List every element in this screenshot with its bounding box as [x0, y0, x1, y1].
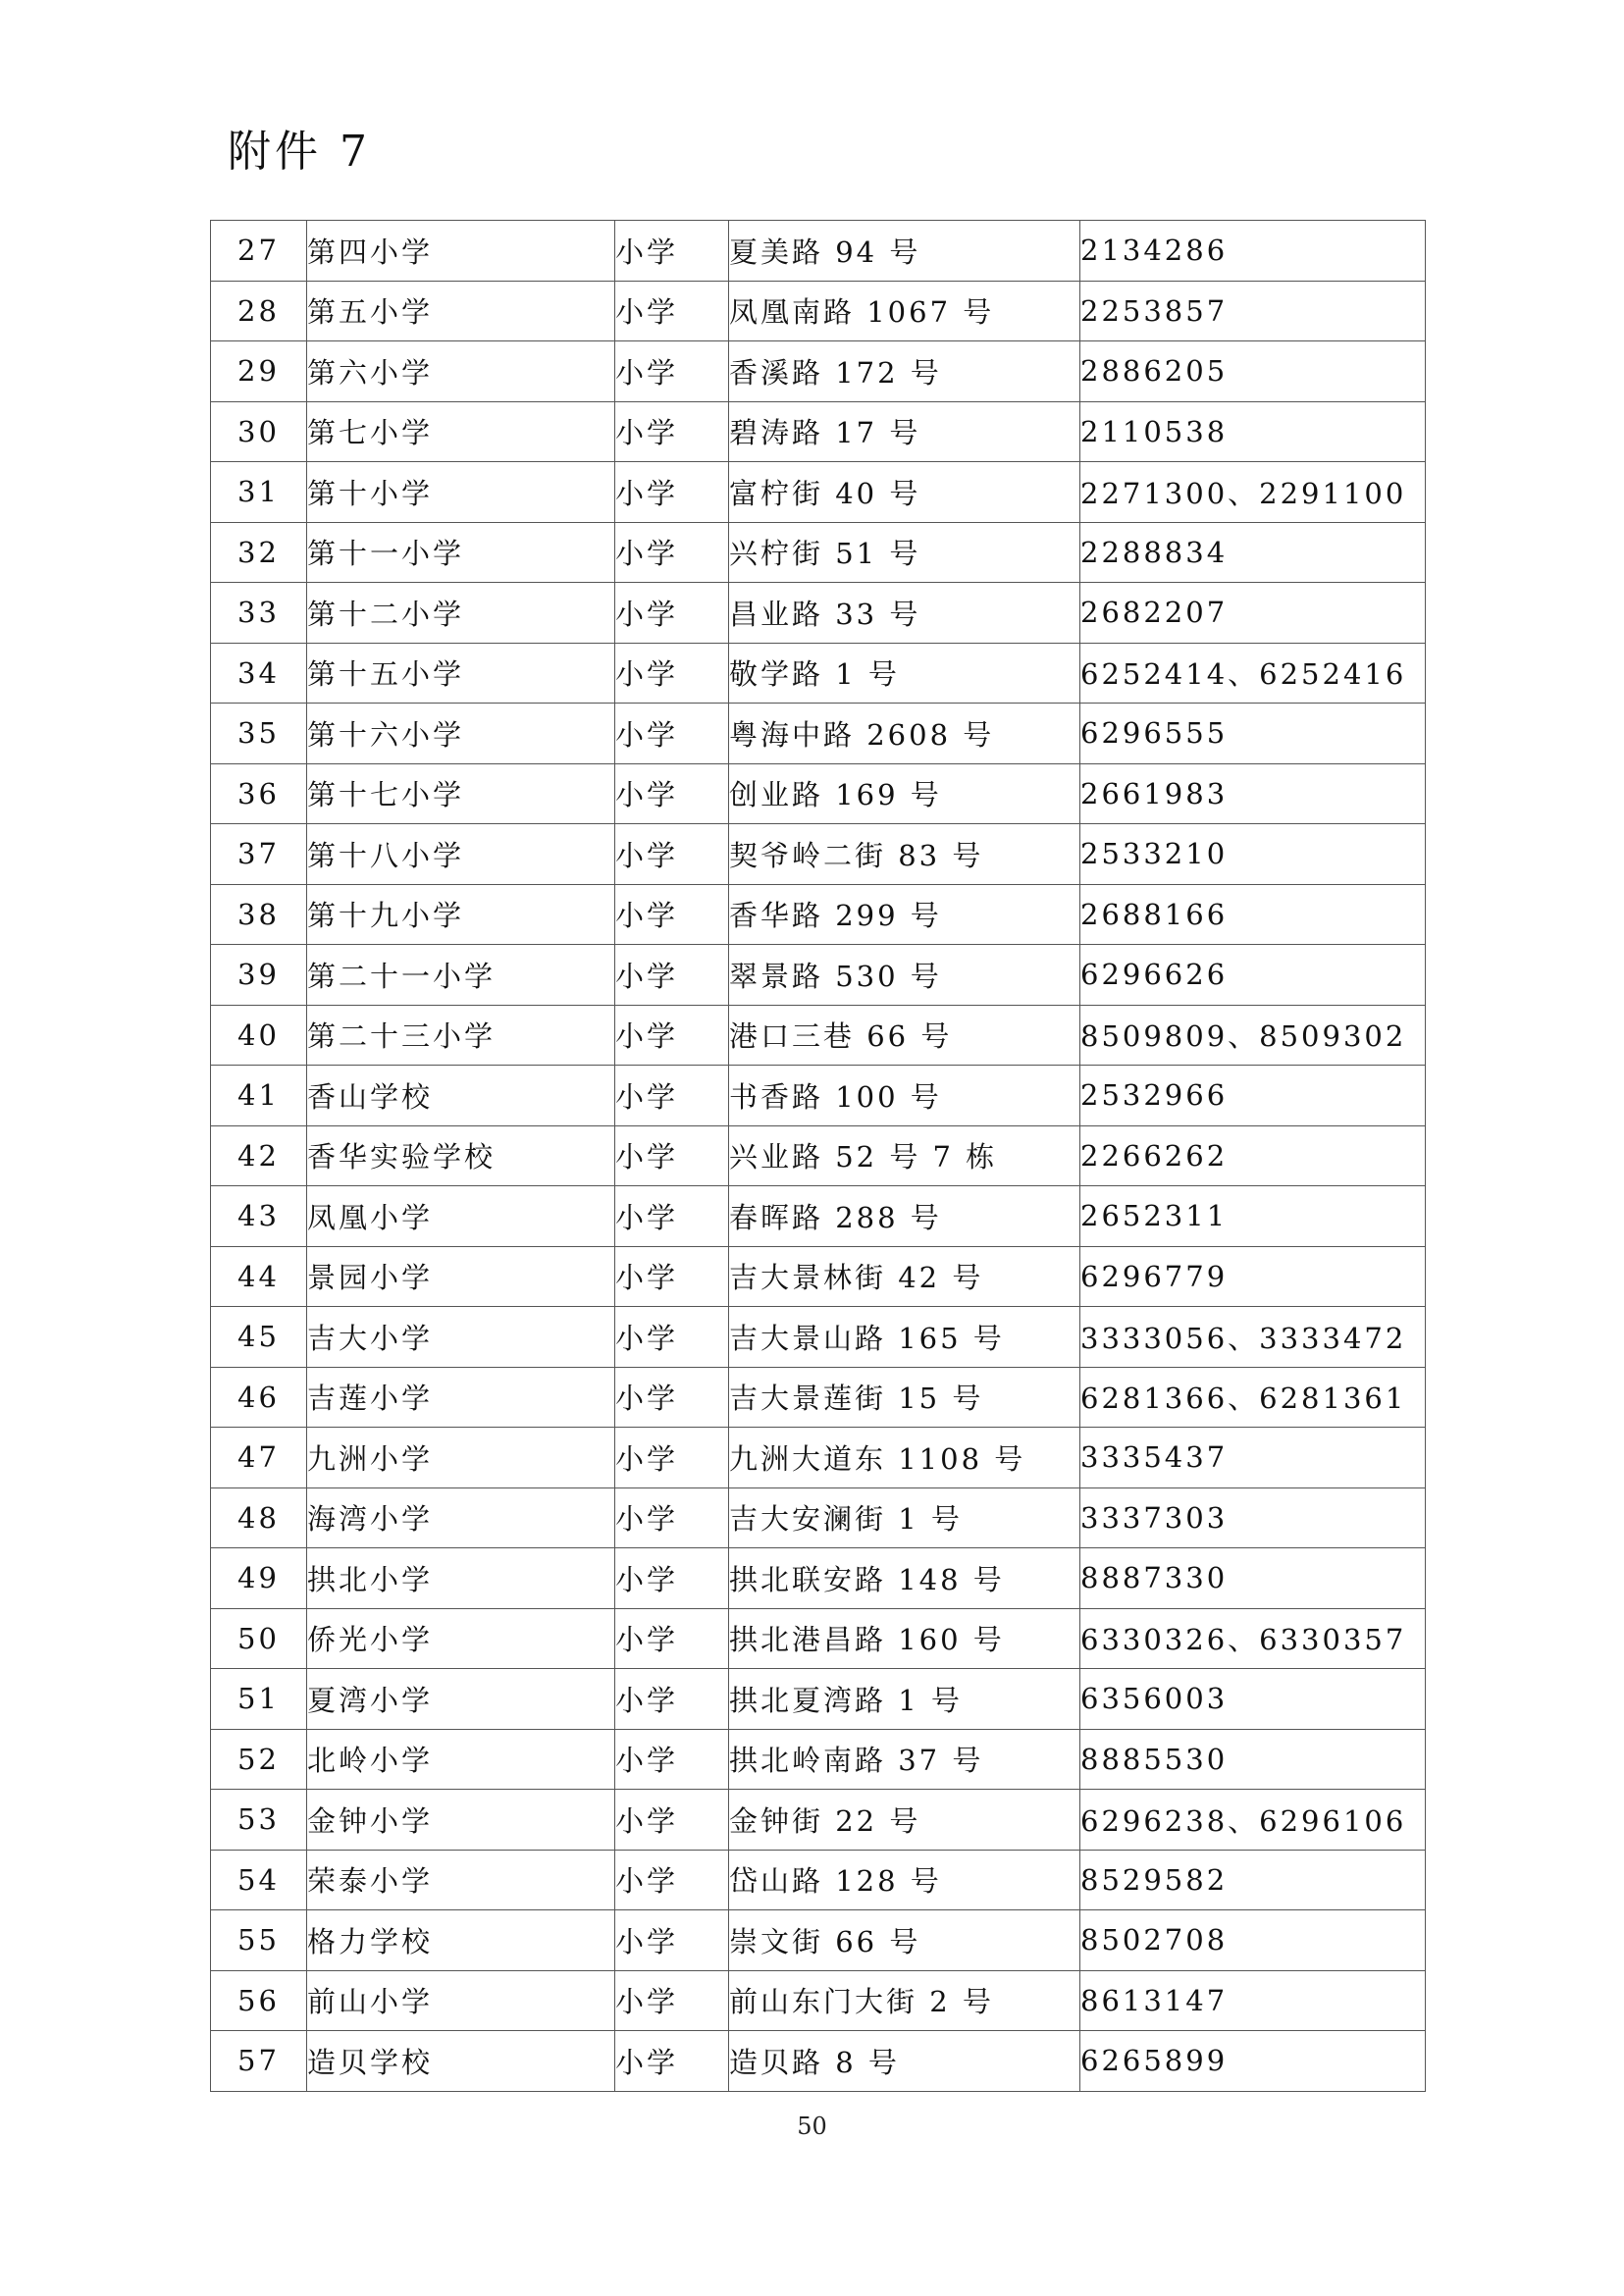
- address-cell: 拱北岭南路 37 号: [729, 1729, 1080, 1790]
- table-row: [211, 1186, 1426, 1247]
- school-name-cell: 拱北小学: [307, 1548, 615, 1609]
- school-name-cell: 侨光小学: [307, 1608, 615, 1669]
- school-name-cell: 造贝学校: [307, 2031, 615, 2092]
- school-type-cell: 小学: [615, 462, 729, 523]
- address-cell: 春晖路 288 号: [729, 1186, 1080, 1247]
- row-number-cell: 40: [211, 1005, 307, 1066]
- school-type-cell: 小学: [615, 2031, 729, 2092]
- page-number: 50: [797, 2113, 827, 2140]
- address-cell: 拱北联安路 148 号: [729, 1548, 1080, 1609]
- phone-cell: 2266262: [1080, 1125, 1426, 1186]
- address-cell: 吉大景莲街 15 号: [729, 1367, 1080, 1428]
- table-row: [211, 1790, 1426, 1851]
- address-cell: 兴柠街 51 号: [729, 522, 1080, 583]
- school-name-cell: 海湾小学: [307, 1487, 615, 1548]
- phone-cell: 8613147: [1080, 1970, 1426, 2031]
- school-name-cell: 第五小学: [307, 281, 615, 341]
- address-cell: 岱山路 128 号: [729, 1850, 1080, 1910]
- school-type-cell: 小学: [615, 1850, 729, 1910]
- school-name-cell: 九洲小学: [307, 1428, 615, 1488]
- address-cell: 崇文街 66 号: [729, 1910, 1080, 1971]
- address-cell: 翠景路 530 号: [729, 945, 1080, 1006]
- address-cell: 凤凰南路 1067 号: [729, 281, 1080, 341]
- table-row: [211, 1487, 1426, 1548]
- address-cell: 创业路 169 号: [729, 763, 1080, 824]
- school-name-cell: 格力学校: [307, 1910, 615, 1971]
- school-type-cell: 小学: [615, 1910, 729, 1971]
- school-name-cell: 凤凰小学: [307, 1186, 615, 1247]
- row-number-cell: 36: [211, 763, 307, 824]
- phone-cell: 8529582: [1080, 1850, 1426, 1910]
- school-type-cell: 小学: [615, 1548, 729, 1609]
- address-cell: 九洲大道东 1108 号: [729, 1428, 1080, 1488]
- table-row: [211, 1548, 1426, 1609]
- school-type-cell: 小学: [615, 1186, 729, 1247]
- phone-cell: 8887330: [1080, 1548, 1426, 1609]
- row-number-cell: 41: [211, 1066, 307, 1126]
- phone-cell: 2886205: [1080, 341, 1426, 402]
- document-header: 附件 7: [228, 127, 371, 177]
- school-name-cell: 第十八小学: [307, 824, 615, 885]
- school-name-cell: 第十一小学: [307, 522, 615, 583]
- table-row: [211, 1910, 1426, 1971]
- table-row: [211, 522, 1426, 583]
- row-number-cell: 57: [211, 2031, 307, 2092]
- school-type-cell: 小学: [615, 763, 729, 824]
- address-cell: 吉大景林街 42 号: [729, 1246, 1080, 1307]
- row-number-cell: 30: [211, 401, 307, 462]
- row-number-cell: 34: [211, 643, 307, 704]
- row-number-cell: 43: [211, 1186, 307, 1247]
- phone-cell: 6281366、6281361: [1080, 1367, 1426, 1428]
- school-name-cell: 第二十一小学: [307, 945, 615, 1006]
- school-type-cell: 小学: [615, 221, 729, 282]
- row-number-cell: 53: [211, 1790, 307, 1851]
- address-cell: 夏美路 94 号: [729, 221, 1080, 282]
- school-name-cell: 吉莲小学: [307, 1367, 615, 1428]
- school-type-cell: 小学: [615, 1970, 729, 2031]
- table-row: [211, 583, 1426, 644]
- row-number-cell: 32: [211, 522, 307, 583]
- row-number-cell: 49: [211, 1548, 307, 1609]
- school-type-cell: 小学: [615, 824, 729, 885]
- table-row: [211, 643, 1426, 704]
- phone-cell: 2134286: [1080, 221, 1426, 282]
- row-number-cell: 42: [211, 1125, 307, 1186]
- school-name-cell: 北岭小学: [307, 1729, 615, 1790]
- address-cell: 拱北夏湾路 1 号: [729, 1669, 1080, 1730]
- phone-cell: 6296238、6296106: [1080, 1790, 1426, 1851]
- table-row: [211, 281, 1426, 341]
- school-type-cell: 小学: [615, 401, 729, 462]
- address-cell: 昌业路 33 号: [729, 583, 1080, 644]
- phone-cell: 6296626: [1080, 945, 1426, 1006]
- row-number-cell: 55: [211, 1910, 307, 1971]
- school-type-cell: 小学: [615, 643, 729, 704]
- row-number-cell: 56: [211, 1970, 307, 2031]
- row-number-cell: 50: [211, 1608, 307, 1669]
- school-type-cell: 小学: [615, 884, 729, 945]
- school-type-cell: 小学: [615, 1790, 729, 1851]
- table-row: [211, 1246, 1426, 1307]
- phone-cell: 8509809、8509302: [1080, 1005, 1426, 1066]
- table-row: [211, 462, 1426, 523]
- row-number-cell: 51: [211, 1669, 307, 1730]
- table-row: [211, 1307, 1426, 1368]
- table-row: [211, 1608, 1426, 1669]
- phone-cell: 2682207: [1080, 583, 1426, 644]
- table-row: [211, 884, 1426, 945]
- school-name-cell: 吉大小学: [307, 1307, 615, 1368]
- phone-cell: 6296779: [1080, 1246, 1426, 1307]
- phone-cell: 6296555: [1080, 704, 1426, 764]
- school-name-cell: 景园小学: [307, 1246, 615, 1307]
- table-row: [211, 341, 1426, 402]
- row-number-cell: 33: [211, 583, 307, 644]
- phone-cell: 6330326、6330357: [1080, 1608, 1426, 1669]
- phone-cell: 2661983: [1080, 763, 1426, 824]
- phone-cell: 8502708: [1080, 1910, 1426, 1971]
- table-row: [211, 1729, 1426, 1790]
- row-number-cell: 38: [211, 884, 307, 945]
- row-number-cell: 47: [211, 1428, 307, 1488]
- row-number-cell: 44: [211, 1246, 307, 1307]
- school-table-body: [211, 221, 1426, 2092]
- row-number-cell: 37: [211, 824, 307, 885]
- school-name-cell: 荣泰小学: [307, 1850, 615, 1910]
- school-name-cell: 第十小学: [307, 462, 615, 523]
- table-row: [211, 1125, 1426, 1186]
- address-cell: 香溪路 172 号: [729, 341, 1080, 402]
- table-row: [211, 945, 1426, 1006]
- school-name-cell: 第四小学: [307, 221, 615, 282]
- phone-cell: 6252414、6252416: [1080, 643, 1426, 704]
- phone-cell: 2288834: [1080, 522, 1426, 583]
- phone-cell: 2110538: [1080, 401, 1426, 462]
- address-cell: 金钟街 22 号: [729, 1790, 1080, 1851]
- table-row: [211, 221, 1426, 282]
- phone-cell: 3337303: [1080, 1487, 1426, 1548]
- school-type-cell: 小学: [615, 1125, 729, 1186]
- table-row: [211, 763, 1426, 824]
- table-row: [211, 824, 1426, 885]
- address-cell: 前山东门大街 2 号: [729, 1970, 1080, 2031]
- school-name-cell: 第十五小学: [307, 643, 615, 704]
- address-cell: 造贝路 8 号: [729, 2031, 1080, 2092]
- school-name-cell: 第十七小学: [307, 763, 615, 824]
- school-name-cell: 香山学校: [307, 1066, 615, 1126]
- table-row: [211, 1669, 1426, 1730]
- table-row: [211, 704, 1426, 764]
- phone-cell: 2533210: [1080, 824, 1426, 885]
- address-cell: 粤海中路 2608 号: [729, 704, 1080, 764]
- address-cell: 书香路 100 号: [729, 1066, 1080, 1126]
- row-number-cell: 35: [211, 704, 307, 764]
- school-type-cell: 小学: [615, 1246, 729, 1307]
- address-cell: 香华路 299 号: [729, 884, 1080, 945]
- school-type-cell: 小学: [615, 945, 729, 1006]
- address-cell: 兴业路 52 号 7 栋: [729, 1125, 1080, 1186]
- phone-cell: 6356003: [1080, 1669, 1426, 1730]
- school-name-cell: 金钟小学: [307, 1790, 615, 1851]
- school-name-cell: 第十六小学: [307, 704, 615, 764]
- address-cell: 港口三巷 66 号: [729, 1005, 1080, 1066]
- row-number-cell: 45: [211, 1307, 307, 1368]
- phone-cell: 3333056、3333472: [1080, 1307, 1426, 1368]
- school-name-cell: 第六小学: [307, 341, 615, 402]
- phone-cell: 2532966: [1080, 1066, 1426, 1126]
- row-number-cell: 52: [211, 1729, 307, 1790]
- table-row: [211, 401, 1426, 462]
- row-number-cell: 48: [211, 1487, 307, 1548]
- school-table: [210, 220, 1426, 2092]
- table-row: [211, 1850, 1426, 1910]
- school-name-cell: 第十九小学: [307, 884, 615, 945]
- table-row: [211, 1066, 1426, 1126]
- row-number-cell: 27: [211, 221, 307, 282]
- phone-cell: 3335437: [1080, 1428, 1426, 1488]
- address-cell: 敬学路 1 号: [729, 643, 1080, 704]
- school-type-cell: 小学: [615, 341, 729, 402]
- address-cell: 契爷岭二街 83 号: [729, 824, 1080, 885]
- school-type-cell: 小学: [615, 1307, 729, 1368]
- table-row: [211, 1970, 1426, 2031]
- school-type-cell: 小学: [615, 704, 729, 764]
- school-type-cell: 小学: [615, 1066, 729, 1126]
- table-row: [211, 1428, 1426, 1488]
- row-number-cell: 29: [211, 341, 307, 402]
- row-number-cell: 39: [211, 945, 307, 1006]
- address-cell: 富柠街 40 号: [729, 462, 1080, 523]
- school-type-cell: 小学: [615, 1428, 729, 1488]
- phone-cell: 6265899: [1080, 2031, 1426, 2092]
- address-cell: 吉大景山路 165 号: [729, 1307, 1080, 1368]
- school-type-cell: 小学: [615, 1005, 729, 1066]
- row-number-cell: 46: [211, 1367, 307, 1428]
- school-name-cell: 夏湾小学: [307, 1669, 615, 1730]
- address-cell: 碧涛路 17 号: [729, 401, 1080, 462]
- table-row: [211, 1005, 1426, 1066]
- school-type-cell: 小学: [615, 1669, 729, 1730]
- school-type-cell: 小学: [615, 522, 729, 583]
- address-cell: 吉大安澜街 1 号: [729, 1487, 1080, 1548]
- school-type-cell: 小学: [615, 1608, 729, 1669]
- phone-cell: 2688166: [1080, 884, 1426, 945]
- phone-cell: 8885530: [1080, 1729, 1426, 1790]
- school-name-cell: 前山小学: [307, 1970, 615, 2031]
- school-name-cell: 香华实验学校: [307, 1125, 615, 1186]
- school-type-cell: 小学: [615, 1729, 729, 1790]
- school-name-cell: 第十二小学: [307, 583, 615, 644]
- school-name-cell: 第二十三小学: [307, 1005, 615, 1066]
- phone-cell: 2652311: [1080, 1186, 1426, 1247]
- table-row: [211, 1367, 1426, 1428]
- school-type-cell: 小学: [615, 281, 729, 341]
- row-number-cell: 28: [211, 281, 307, 341]
- school-name-cell: 第七小学: [307, 401, 615, 462]
- row-number-cell: 54: [211, 1850, 307, 1910]
- address-cell: 拱北港昌路 160 号: [729, 1608, 1080, 1669]
- school-type-cell: 小学: [615, 1367, 729, 1428]
- phone-cell: 2271300、2291100: [1080, 462, 1426, 523]
- phone-cell: 2253857: [1080, 281, 1426, 341]
- row-number-cell: 31: [211, 462, 307, 523]
- table-row: [211, 2031, 1426, 2092]
- school-type-cell: 小学: [615, 1487, 729, 1548]
- school-type-cell: 小学: [615, 583, 729, 644]
